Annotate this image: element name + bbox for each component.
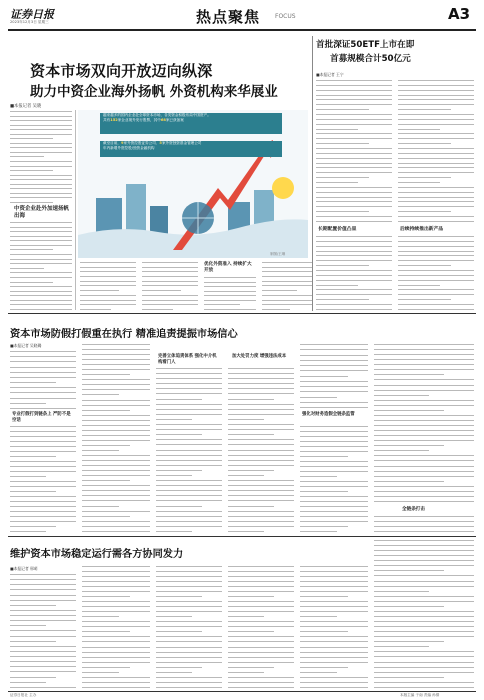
article2-col3-text: [156, 368, 222, 532]
footer-rule: [8, 691, 476, 692]
page-number: A3: [448, 5, 471, 23]
footer-left: 证券日报社 主办: [10, 693, 37, 697]
article1-col1-text: [10, 111, 72, 203]
article2-byline: ■本报记者 吴晓璐: [10, 343, 42, 348]
article2-subhead-1: 专业打假打到链条上 严防不是空话: [12, 412, 71, 423]
article2-col5-text-2: [300, 426, 368, 532]
article2-headline: 资本市场防假打假重在执行 精准追责提振市场信心: [10, 329, 238, 340]
article2-col5-text: [300, 344, 368, 408]
masthead-rule: [8, 29, 476, 31]
side-headline-line2: 首募规模合计50亿元: [330, 54, 411, 64]
side-col1-text: [316, 80, 392, 222]
date-line: 2023年12月3日 星期三: [10, 20, 49, 24]
side-subhead-2: 后续持续推出新产品: [400, 227, 444, 232]
side-col2-text: [398, 80, 474, 222]
article1-col5-text: [262, 262, 312, 310]
side-divider: [312, 36, 313, 311]
article3-col3-text: [156, 566, 222, 688]
footer-right: 本版主编 于南 责编 孙倩: [400, 693, 440, 697]
article2-subhead-2: 完善立体追责体系 强化中介机构看门人: [158, 354, 217, 365]
col-divider: [75, 110, 76, 310]
data-banner-2: 截至目前，9家外资控股证券公司、5家外资独资基金管理公司 年内新增外资控股/独资金融机构: [100, 141, 282, 157]
article2-subhead-4: 强化对财务造假全链条监管: [302, 412, 355, 417]
article1-col2-text: [80, 262, 136, 310]
side-subhead-1: 长期配置价值凸显: [318, 227, 357, 232]
article2-col6-text-2: [374, 516, 474, 532]
article2-col4-text: [228, 368, 294, 532]
article3-headline: 维护资本市场稳定运行需各方协同发力: [10, 549, 184, 560]
masthead: [0, 0, 484, 28]
side-headline-line1: 首批深证50ETF上市在即: [316, 40, 415, 50]
section-title-en: FOCUS: [275, 13, 296, 20]
article3-col4-text: [228, 566, 294, 688]
article1-byline: ■本报记者 吴晓: [10, 104, 42, 109]
side-col1-text-2: [316, 236, 392, 310]
article3-col6-text: [374, 540, 474, 688]
side-col2-text-2: [398, 236, 474, 310]
article1-subhead-1: 中资企业赴外加速扬帆出海: [14, 206, 70, 219]
article2-subhead-5: 全链条打击: [402, 507, 425, 512]
article2-col1-text-2: [10, 426, 76, 532]
data-banner: 越来越多的国内企业赴全球资本市场，各类资金积极布局中国资产。 共有152家企业境外发行股票，其中68家已获备案: [100, 113, 282, 134]
article1-headline-line2: 助力中资企业海外扬帆 外资机构来华展业: [30, 84, 278, 100]
article2-subhead-3: 加大处罚力度 增强违法成本: [232, 354, 287, 359]
article1-col4-text: [204, 277, 256, 310]
article3-col2-text: [82, 566, 150, 688]
section-rule-2: [8, 536, 476, 537]
article1-col1-text-2: [10, 222, 72, 310]
section-title: 热点聚焦: [196, 8, 261, 26]
article1-col3-text: [142, 262, 198, 310]
section-rule-1: [8, 313, 476, 314]
article2-col2-text: [82, 344, 150, 532]
article1-headline-line1: 资本市场双向开放迈向纵深: [30, 62, 213, 80]
article3-col5-text: [300, 566, 368, 688]
side-byline: ■本报记者 王宁: [316, 72, 344, 77]
paper-logo: 证券日报: [10, 8, 54, 21]
article3-col1-text: [10, 574, 76, 688]
article2-col1-text: [10, 351, 76, 409]
article1-subhead-2: 优化外资准入 持续扩大开放: [204, 262, 252, 273]
illustration-credit: 制图/王琳: [270, 252, 286, 256]
article2-col6-text: [374, 344, 474, 502]
article3-byline: ■本报记者 邢萌: [10, 566, 38, 571]
